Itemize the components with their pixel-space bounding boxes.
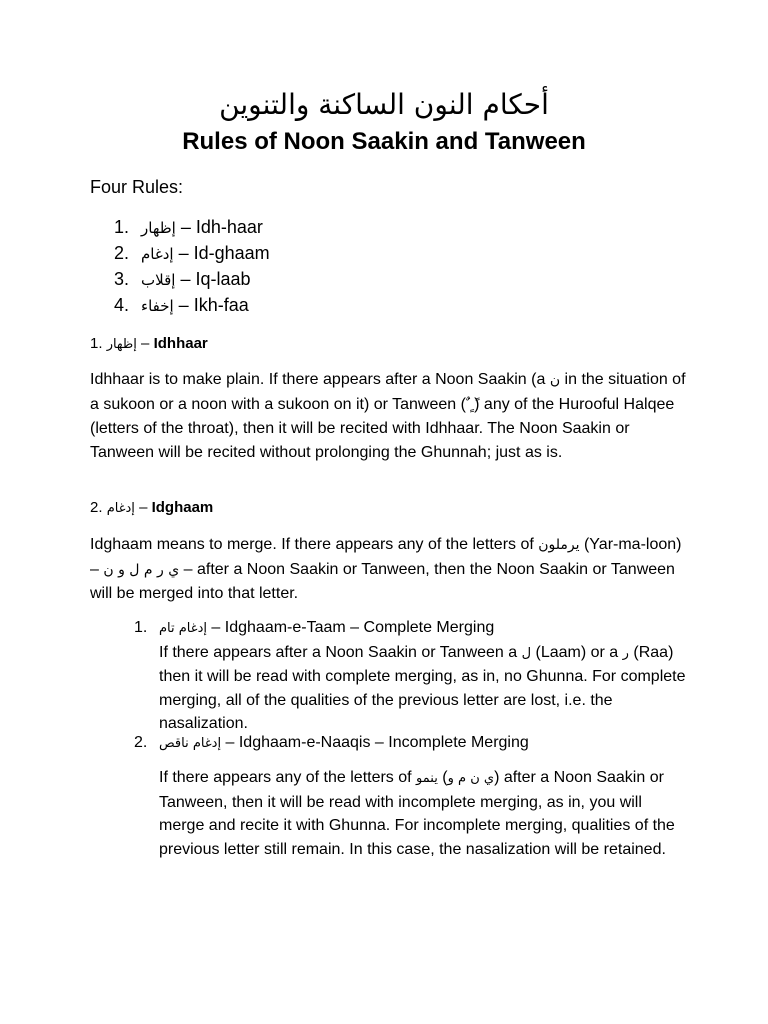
subrule-title: – Idghaam-e-Naaqis – Incomplete Merging	[221, 734, 529, 751]
text-segment: ) after a Noon Saakin or Tanween, then it will be read with incomplete merging, as in, you will merge and recite it with Ghunna. For incomplete merging, qualities of the previous letter still remain. In this case, the nasalization will be retained.	[159, 769, 675, 858]
rule-item	[114, 214, 270, 240]
section-title: Idhhaar	[153, 335, 208, 352]
rule-number: 1.	[114, 217, 130, 237]
section-heading-idghaam	[90, 499, 213, 516]
section-heading-idhhaar	[90, 335, 208, 352]
section-number: 1.	[90, 335, 107, 352]
subrule-body	[134, 641, 694, 736]
paragraph-idghaam	[90, 533, 690, 606]
section-separator: –	[136, 335, 154, 352]
rule-item	[114, 240, 270, 266]
arabic-letter: ل	[521, 645, 532, 661]
text-segment: (Yar-ma-loon) –	[90, 536, 682, 578]
arabic-letter: ن	[549, 372, 561, 388]
arabic-word: ينمو	[416, 771, 438, 786]
title-english: Rules of Noon Saakin and Tanween	[182, 128, 586, 155]
subrule-heading	[134, 731, 694, 756]
text-segment: Idghaam means to merge. If there appears any of the letters of	[90, 536, 539, 553]
subrule-arabic: إدغام تام	[159, 621, 207, 636]
rule-item	[114, 292, 270, 318]
section-title: Idghaam	[151, 499, 214, 516]
text-segment: (Laam) or a	[531, 643, 623, 661]
text-segment: (	[437, 769, 448, 786]
subrule-idghaam-naaqis-body	[159, 766, 689, 861]
rule-number: 2.	[114, 243, 130, 263]
rule-arabic: إظهار	[141, 219, 176, 237]
rule-item	[114, 266, 270, 292]
subrule-heading	[134, 616, 694, 641]
rule-name: Iq-laab	[195, 269, 251, 289]
text-segment: – after a Noon Saakin or Tanween, then the Noon Saakin or Tanween will be merged into that letter.	[90, 560, 675, 602]
subrule-arabic: إدغام ناقص	[159, 736, 222, 751]
rule-arabic: إقلاب	[141, 271, 176, 289]
subrule-number: 2.	[134, 734, 148, 751]
subrule-idghaam-taam	[134, 616, 694, 736]
text-segment: ) any of the Hurooful Halqee (letters of the throat), then it will be recited with Idhhaar. The Noon Saakin or Tanween will be recited without prolonging the Ghunnah; just as is.	[90, 395, 675, 461]
arabic-word: يرملون	[538, 537, 580, 553]
text-segment: (Raa) then it will be read with complete merging, as in, no Ghunna. For complete merging, all of the qualities of the previous letter are lost, i.e. the nasalization.	[159, 643, 686, 732]
section-arabic: إظهار	[106, 337, 137, 352]
subrule-idghaam-naaqis-heading	[134, 731, 694, 756]
text-segment: If there appears any of the letters of	[159, 769, 417, 786]
text-segment: Idhhaar is to make plain. If there appears after a Noon Saakin (a	[90, 371, 550, 388]
rule-name: Id-ghaam	[193, 243, 270, 263]
paragraph-idhhaar	[90, 368, 690, 464]
rule-separator: –	[175, 269, 196, 289]
section-number: 2.	[90, 499, 107, 516]
rule-separator: –	[173, 295, 194, 315]
title-arabic: أحكام النون الساكنة والتنوين	[219, 88, 549, 121]
rules-list	[114, 214, 270, 318]
rule-number: 4.	[114, 295, 130, 315]
rule-arabic: إدغام	[141, 245, 174, 263]
section-arabic: إدغام	[106, 501, 135, 516]
rule-number: 3.	[114, 269, 130, 289]
text-segment: in the situation of a sukoon or a noon with a sukoon on it) or Tanween (	[90, 371, 686, 413]
tanween-marks: ً ٍ ٌ	[465, 396, 475, 413]
rule-name: Idh-haar	[195, 217, 263, 237]
subrule-title: – Idghaam-e-Taam – Complete Merging	[206, 619, 495, 636]
text-segment: If there appears after a Noon Saakin or Tanween a	[159, 643, 522, 661]
rule-separator: –	[173, 243, 194, 263]
arabic-letters: ي ر م ل و ن	[103, 561, 180, 578]
rule-arabic: إخفاء	[141, 297, 174, 315]
subrule-number: 1.	[134, 619, 148, 636]
arabic-letters: ي ن م و	[447, 771, 495, 786]
rule-separator: –	[175, 217, 196, 237]
section-separator: –	[134, 499, 152, 516]
four-rules-label: Four Rules:	[90, 177, 184, 197]
rule-name: Ikh-faa	[193, 295, 249, 315]
arabic-letter: ر	[622, 645, 629, 661]
